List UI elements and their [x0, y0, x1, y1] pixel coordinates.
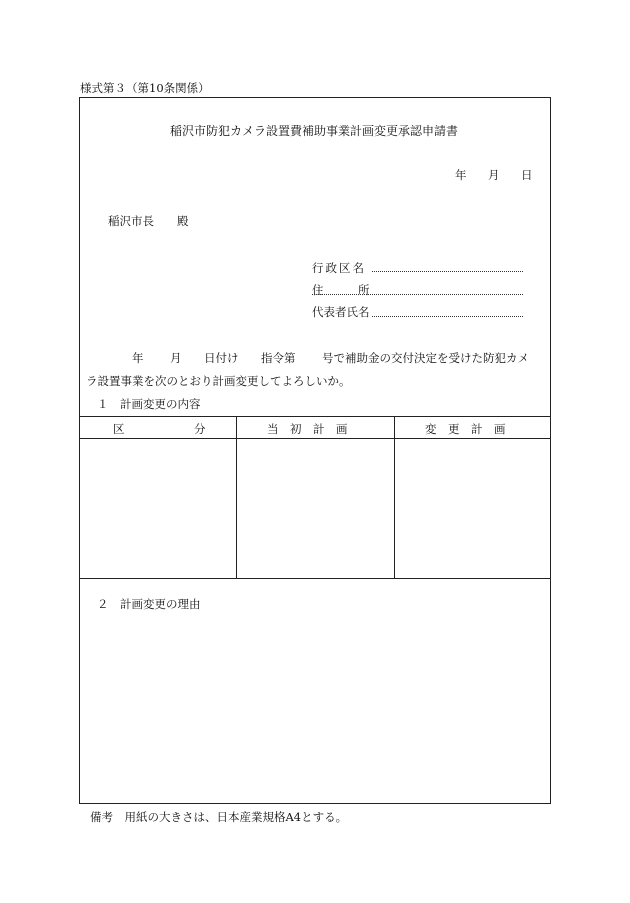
- section2-heading: ２ 計画変更の理由: [97, 597, 201, 611]
- address-field[interactable]: [312, 294, 523, 295]
- date-month-label: 月: [488, 168, 500, 182]
- addressee-name: 稲沢市長: [108, 214, 154, 228]
- body-month: 月: [170, 351, 182, 365]
- form-number-label: 様式第３（第10条関係）: [80, 81, 210, 95]
- col-changed-plan-label: 変 更 計 画: [425, 422, 506, 436]
- address-label-2: 所: [358, 283, 370, 297]
- representative-name-label: 代表者氏名: [312, 305, 370, 319]
- remarks-note: 備考 用紙の大きさは、日本産業規格A4とする。: [90, 810, 348, 824]
- body-directive: 指令第: [261, 351, 296, 365]
- district-name-field[interactable]: [372, 271, 523, 272]
- original-plan-cell[interactable]: [237, 439, 394, 578]
- district-name-label: 行政区名: [312, 261, 366, 275]
- col-original-plan-label: 当 初 計 画: [267, 422, 348, 436]
- address-label-1: 住: [312, 283, 324, 297]
- body-line1-rest: 号で補助金の交付決定を受けた防犯カメ: [322, 351, 529, 365]
- date-year-label: 年: [455, 168, 467, 182]
- col-division-label-2: 分: [194, 422, 206, 436]
- body-dated: 日付け: [204, 351, 239, 365]
- col-division-label-1: 区: [113, 422, 125, 436]
- table-top-border: [79, 416, 551, 417]
- section1-heading: １ 計画変更の内容: [97, 397, 201, 411]
- form-title: 稲沢市防犯カメラ設置費補助事業計画変更承認申請書: [170, 124, 459, 138]
- body-year: 年: [132, 351, 144, 365]
- representative-name-field[interactable]: [372, 316, 523, 317]
- changed-plan-cell[interactable]: [395, 439, 550, 578]
- table-bottom-border: [79, 578, 551, 579]
- date-day-label: 日: [521, 168, 533, 182]
- addressee-honorific: 殿: [177, 214, 189, 228]
- change-reason-area[interactable]: [80, 615, 550, 803]
- body-line2: ラ設置事業を次のとおり計画変更してよろしいか。: [86, 374, 351, 388]
- division-cell[interactable]: [80, 439, 236, 578]
